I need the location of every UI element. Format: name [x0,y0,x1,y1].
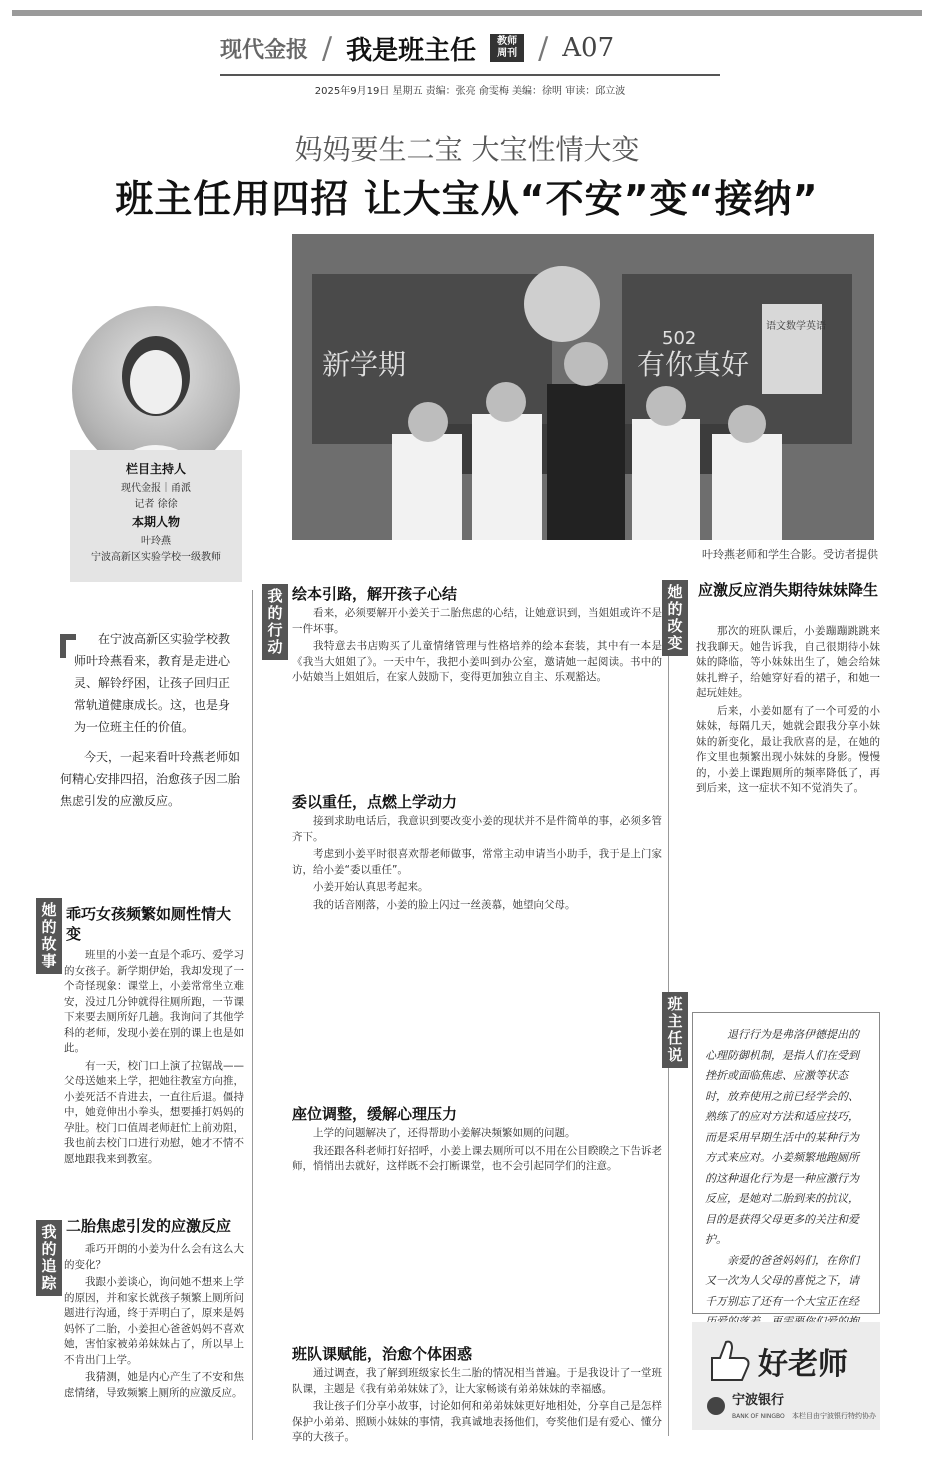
bank-name: 宁波银行 [732,1393,785,1408]
article-subtitle: 妈妈要生二宝 大宝性情大变 [294,133,640,166]
story-title: 乖巧女孩频繁如厕性情大变 [66,905,232,943]
action-s2-paragraph-4: 我的话音刚落，小姜的脸上闪过一丝羡慕，她望向父母。 [313,898,576,911]
action-s2-paragraph-1: 接到求助电话后，我意识到要改变小姜的现状并不是件简单的事，必须多管齐下。 [292,815,662,843]
change-paragraph-2: 后来，小姜如愿有了一个可爱的小妹妹，每隔几天，她就会跟我分享小妹妹的新变化，最让我欣喜的是，在她的作文里也频繁出现小妹妹的身影。慢慢的，小姜上课跑厕所的频率降低了，再到后来，这一症状不知不觉消失了。 [696,704,880,794]
change-title: 应激反应消失期待妹妹降生 [698,581,879,599]
masthead-divider-2: / [538,30,549,66]
tab-teacher-says: 班主任说 [662,992,688,1068]
action-s4-paragraph-2: 我让孩子们分享小故事，讨论如何和弟弟妹妹更好地相处，分享自己是怎样保护小弟弟、照顾小妹妹的事情，我真诚地表扬他们，夸奖他们是有爱心、懂分享的大孩子。 [292,1400,662,1443]
host-line1: 现代金报｜甬派 [121,483,191,494]
action-section-3-title: 座位调整，缓解心理压力 [292,1105,458,1123]
host-heading: 栏目主持人 [125,462,186,476]
action-section-1-title: 绘本引路，解开孩子心结 [292,585,458,603]
board-left-text: 新学期 [322,348,407,381]
board-sign-text: 语文数学英语 [766,321,826,332]
change-body [696,624,880,976]
action-s1-paragraph-1: 看来，必须要解开小姜关于二胎焦虑的心结，让她意识到，当姐姐或许不是一件坏事。 [292,607,662,635]
action-s1-paragraph-2: 我特意去书店购买了儿童情绪管理与性格培养的绘本套装，其中有一本是《我当大姐姐了》。一天中午，我把小姜叫到办公室，邀请她一起阅读。书中的小姑娘当上姐姐后，在家人鼓励下，变得更加独立自主、乐观豁达。 [292,640,662,683]
photo-caption: 叶玲燕老师和学生合影。受访者提供 [702,548,878,561]
action-section-2-body [292,814,662,1074]
action-section-4-body [292,1366,662,1456]
thumbs-up-icon [712,1342,749,1380]
trace-paragraph-1: 乖巧开朗的小姜为什么会有这么大的变化？ [64,1243,244,1271]
masthead-rule [220,74,720,76]
dateline: 2025年9月19日 星期五 责编：张亮 俞雯梅 美编：徐明 审读：邱立波 [314,86,626,97]
article-headline: 班主任用四招 让大宝从“不安”变“接纳” [115,177,819,221]
board-right-text: 有你真好 [637,348,750,381]
column-rule-1 [252,590,253,1440]
person-name: 叶玲燕 [141,536,171,547]
intro-paragraph-2: 今天，一起来看叶玲燕老师如何精心安排四招，治愈孩子因二胎焦虑引发的应激反应。 [60,750,241,808]
tab-my-trace: 我的追踪 [36,1220,62,1296]
trace-title: 二胎焦虑引发的应激反应 [66,1217,232,1235]
class-photo [292,234,874,540]
story-body [64,948,244,1184]
masthead-divider: / [322,30,333,66]
tab-my-action: 我的行动 [262,584,288,660]
action-s4-paragraph-1: 通过调查，我了解到班级家长生二胎的情况相当普遍。于是我设计了一堂班队课，主题是《我有弟弟妹妹了》，让大家畅谈有弟弟妹妹的幸福感。 [292,1367,662,1395]
sponsor-logo [692,1322,880,1430]
action-s3-paragraph-2: 我还跟各科老师打好招呼，小姜上课去厕所可以不用在公目睽睽之下告诉老师，悄悄出去就好，这样既不会打断课堂，也不会引起同学们的注意。 [292,1144,662,1172]
change-paragraph-1: 那次的班队课后，小姜蹦蹦跳跳来找我聊天。她告诉我，自己很期待小妹妹的降临，等小妹妹出生了，她会给妹妹扎辫子，给她穿好看的裙子，和她一起玩娃娃。 [696,625,880,699]
class-photo-illustration [292,234,874,540]
action-section-1-body [292,606,662,766]
trace-paragraph-2: 我跟小姜谈心，询问她不想来上学的原因，并和家长就孩子频繁上厕所问题进行沟通，终于弄明白了，原来是妈妈怀了二胎，小姜担心爸爸妈妈不喜欢她，害怕家被弟弟妹妹占了，所以早上不肯出门上学。 [64,1276,244,1366]
logo-title: 好老师 [758,1347,848,1382]
board-number-text: 502 [662,328,697,349]
action-s2-paragraph-3: 小姜开始认真思考起来。 [313,881,429,893]
host-info-box [70,450,242,582]
tab-her-change: 她的改变 [662,580,688,656]
person-title: 宁波高新区实验学校一级教师 [91,552,221,563]
tab-her-story: 她的故事 [36,898,62,974]
weekly-badge: 教师周刊 [490,34,524,62]
trace-paragraph-3: 我猜测，她是内心产生了不安和焦虑情绪，导致频繁上厕所的应激反应。 [64,1371,244,1399]
person-heading: 本期人物 [131,515,180,529]
story-paragraph-2: 有一天，校门口上演了拉锯战——父母送她来上学，把她往教室方向推，小姜死活不肯进去，一直往后退。僵持中，她竟伸出小拳头，想要捶打妈妈的孕肚。校门口值周老师赶忙上前劝阻，我也前去校门口进行劝慰，她才不情不愿地跟我来到教室。 [64,1059,244,1165]
action-s2-paragraph-2: 考虑到小姜平时很喜欢帮老师做事，常常主动申请当小助手，我于是上门家访，给小姜“委以重任”。 [292,848,662,876]
page-number: A07 [562,33,615,63]
sponsor-logo-box [692,1322,880,1430]
action-s3-paragraph-1: 上学的问题解决了，还得帮助小姜解决频繁如厕的问题。 [313,1127,576,1139]
host-line2: 记者 徐徐 [134,499,178,510]
paper-name: 现代金报 [220,37,309,63]
comment-paragraph-1: 退行行为是弗洛伊德提出的心理防御机制，是指人们在受到挫折或面临焦虑、应激等状态时，放弃使用之前已经学会的、熟练了的应对方法和适应技巧，而是采用早期生活中的某种行为方式来应对。小姜频繁地跑厕所的这种退化行为是一种应激行为反应，是她对二胎到来的抗议，目的是获得父母更多的关注和爱护。 [705,1028,859,1246]
masthead [220,28,720,68]
column-name: 我是班主任 [346,35,477,66]
trace-body [64,1242,244,1436]
story-paragraph-1: 班里的小姜一直是个乖巧、爱学习的女孩子。新学期伊始，我却发现了一个奇怪现象：课堂上，小姜常常坐立难安，没过几分钟就得往厕所跑，一节课下来要去厕所好几趟。我询问了其他学科的老师，发现小姜在别的课上也是如此。 [64,949,244,1054]
sponsor-tagline: 本栏目由宁波银行特约协办 [792,1412,876,1420]
host-portrait [72,306,240,474]
action-section-3-body [292,1126,662,1324]
action-section-4-title: 班队课赋能，治愈个体困惑 [292,1345,473,1363]
intro-text [60,628,240,820]
comment-paragraph-2: 亲爱的爸爸妈妈们，在你们又一次为人父母的喜悦之下，请千万别忘了还有一个大宝正在经 [705,1253,859,1308]
action-section-2-title: 委以重任，点燃上学动力 [292,793,458,811]
teacher-comment-box [692,1012,880,1314]
bank-name-en: BANK OF NINGBO [732,1413,785,1420]
host-portrait-illustration [72,306,240,474]
top-rule [12,10,922,16]
bank-emblem-icon [707,1397,725,1415]
intro-paragraph-1: 在宁波高新区实验学校教师叶玲燕看来，教育是走进心灵、解铃纾困，让孩子回归正常轨道健康成长。这，也是身为一位班主任的价值。 [74,632,231,734]
